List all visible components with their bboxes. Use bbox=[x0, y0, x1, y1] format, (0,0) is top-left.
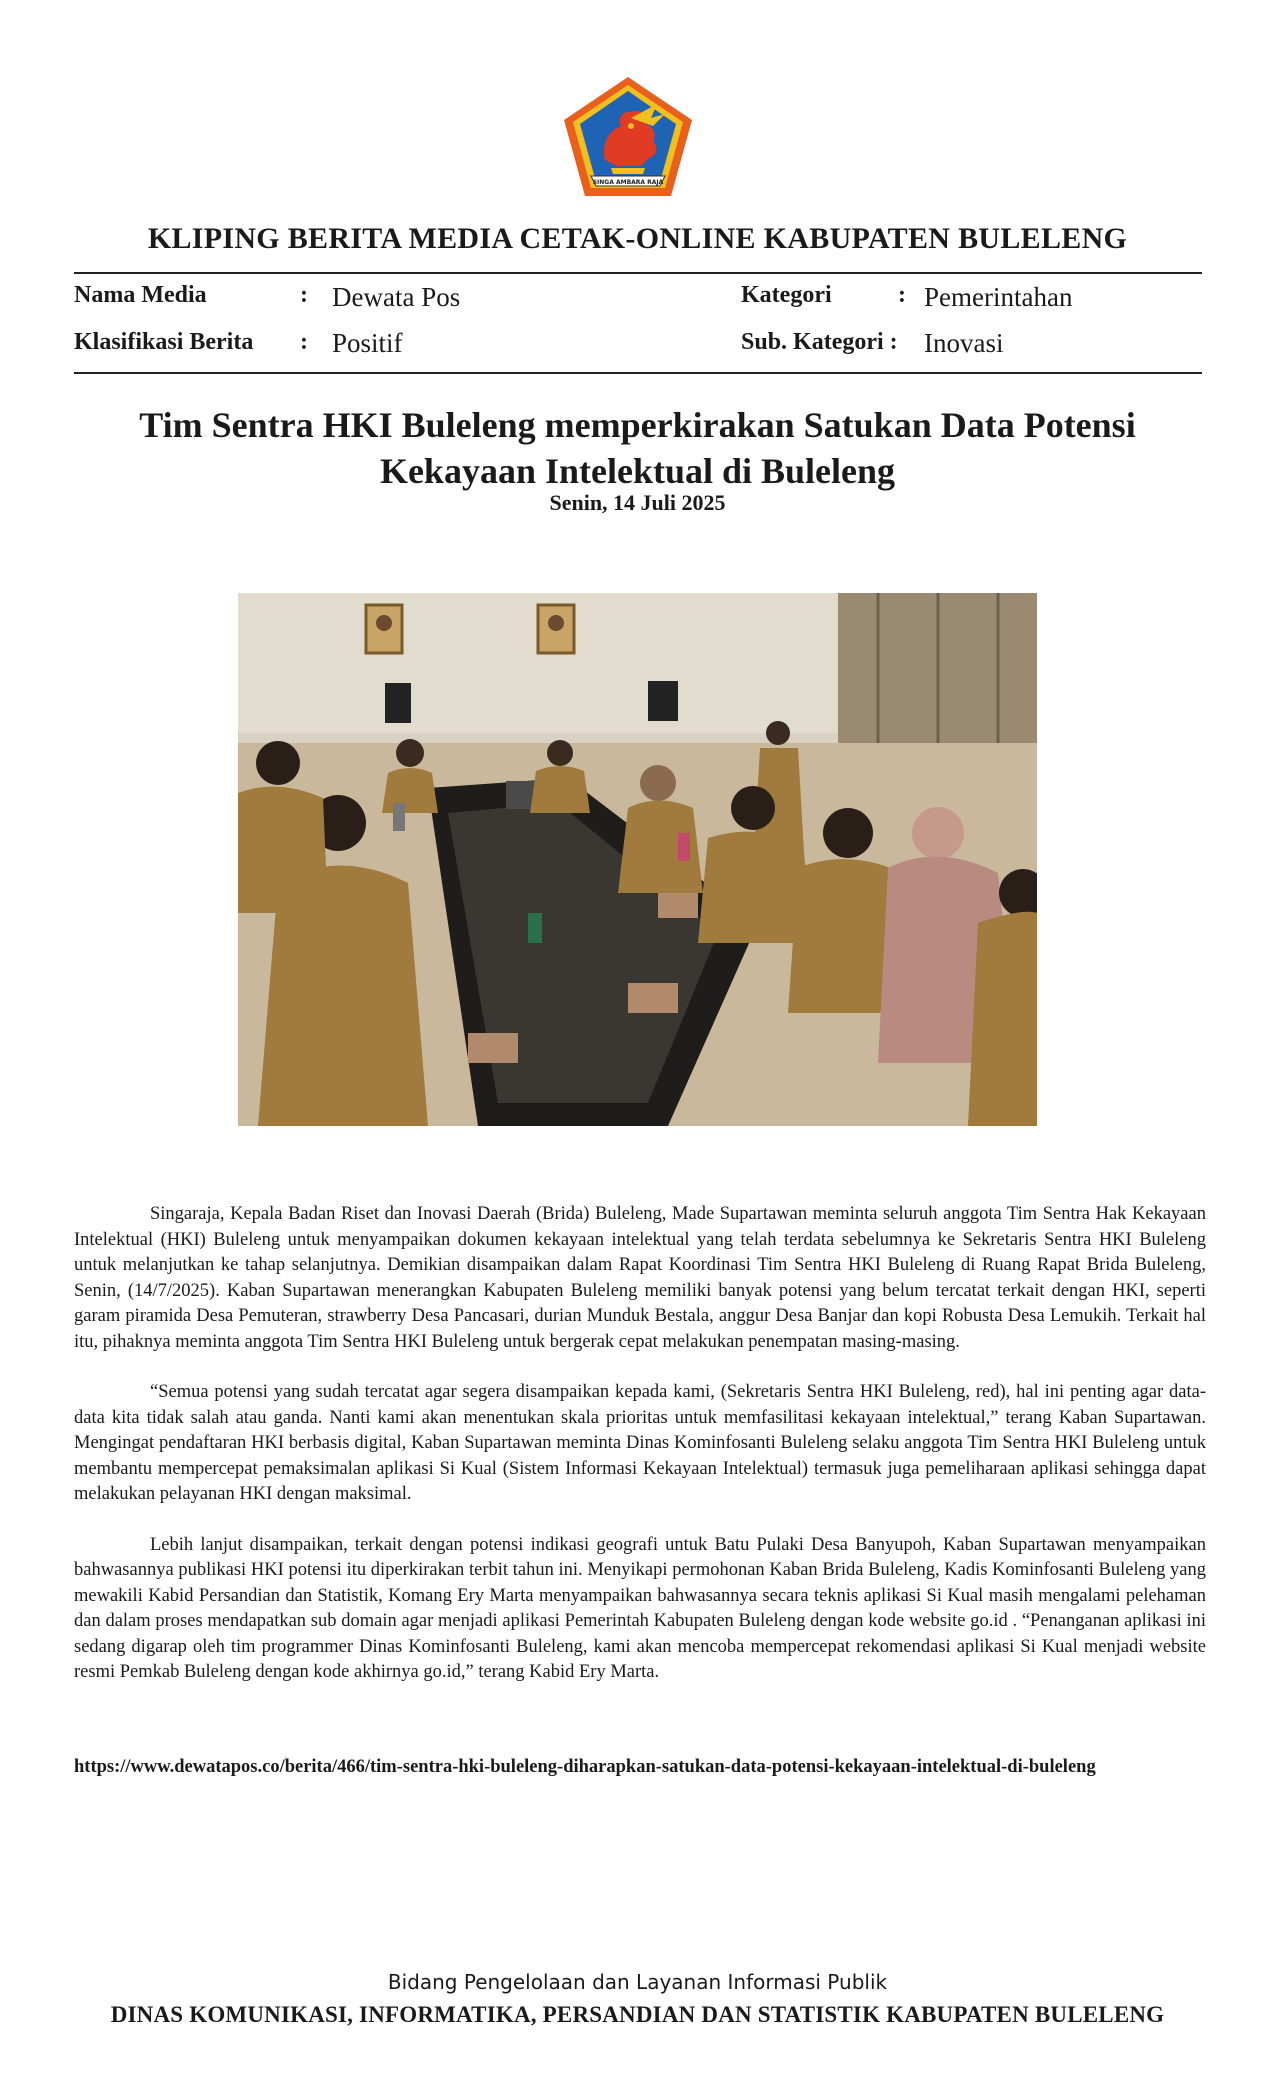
subkategori-label: Sub. Kategori : bbox=[741, 329, 898, 355]
buleleng-crest-logo bbox=[561, 74, 695, 199]
meeting-photo bbox=[238, 593, 1037, 1126]
logo-motto: SINGA AMBARA RAJA bbox=[592, 179, 664, 186]
media-value: Dewata Pos bbox=[332, 282, 461, 312]
subkategori-value: Inovasi bbox=[924, 328, 1004, 358]
header-rule-bottom bbox=[74, 372, 1202, 374]
article-paragraph-2: “Semua potensi yang sudah tercatat agar segera disampaikan kepada kami, (Sekretaris Sentra HKI Buleleng, red), hal ini penting agar data-data kita tidak salah atau ganda. Nanti kami akan menentukan skala prioritas untuk memfasilitasi kekayaan intelektual,” terang Kaban Supartawan. Mengingat pendaftaran HKI berbasis digital, Kaban Supartawan meminta Dinas Kominfosanti Buleleng selaku anggota Tim Sentra HKI Buleleng untuk membantu mempercepat pemaksimalan aplikasi Si Kual (Sistem Informasi Kekayaan Intelektual) termasuk juga pemeliharaan aplikasi sehingga dapat melakukan pelayanan HKI dengan maksimal. bbox=[74, 1382, 1206, 1504]
article-paragraph-3: Lebih lanjut disampaikan, terkait dengan potensi indikasi geografi untuk Batu Pulaki Desa Banyupoh, Kaban Supartawan menyampaikan bahwasannya publikasi HKI potensi itu diperkirakan terbit tahun ini. Menyikapi permohonan Kaban Brida Buleleng, Kadis Kominfosanti Buleleng yang mewakili Kabid Persandian dan Statistik, Komang Ery Marta menyampaikan bahwasannya secara teknis aplikasi Si Kual masih mengalami pelehaman dan dalam proses mendapatkan sub domain agar menjadi aplikasi Pemerintah Kabupaten Buleleng dengan kode website go.id . “Penanganan aplikasi ini sedang digarap oleh tim programmer Dinas Kominfosanti Buleleng, kami akan mencoba mempercepat rekomendasi aplikasi Si Kual menjadi website resmi Pemkab Buleleng dengan kode akhirnya go.id,” terang Kabid Ery Marta. bbox=[74, 1534, 1206, 1682]
footer-unit-name: Bidang Pengelolaan dan Layanan Informasi Publik bbox=[387, 1970, 888, 1994]
klasifikasi-colon: : bbox=[300, 329, 308, 355]
article-date: Senin, 14 Juli 2025 bbox=[549, 490, 726, 515]
document-header-title: KLIPING BERITA MEDIA CETAK-ONLINE KABUPATEN BULELENG bbox=[147, 222, 1128, 255]
source-url-link[interactable]: https://www.dewatapos.co/berita/466/tim-sentra-hki-buleleng-diharapkan-satukan-data-potensi-kekayaan-intelektual-di-buleleng bbox=[74, 1757, 1096, 1777]
kategori-label: Kategori bbox=[741, 282, 832, 308]
kategori-colon: : bbox=[898, 282, 906, 308]
klasifikasi-value: Positif bbox=[332, 328, 403, 358]
media-colon: : bbox=[300, 282, 308, 308]
kategori-value: Pemerintahan bbox=[924, 282, 1073, 312]
footer-agency-name: DINAS KOMUNIKASI, INFORMATIKA, PERSANDIAN DAN STATISTIK KABUPATEN BULELENG bbox=[110, 2002, 1165, 2027]
article-paragraph-1: Singaraja, Kepala Badan Riset dan Inovasi Daerah (Brida) Buleleng, Made Supartawan meminta seluruh anggota Tim Sentra Hak Kekayaan Intelektual (HKI) Buleleng untuk menyampaikan dokumen kekayaan intelektual yang telah terdata sebelumnya ke Sekretaris Sentra HKI Buleleng untuk melanjutkan ke tahap selanjutnya. Demikian disampaikan dalam Rapat Koordinasi Tim Sentra HKI Buleleng di Ruang Rapat Brida Buleleng, Senin, (14/7/2025). Kaban Supartawan menerangkan Kabupaten Buleleng memiliki banyak potensi yang belum tercatat terkait dengan HKI, seperti garam piramida Desa Pemuteran, strawberry Desa Pancasari, durian Munduk Bestala, anggur Desa Banjar dan kopi Robusta Desa Lemukih. Terkait hal itu, pihaknya meminta anggota Tim Sentra HKI Buleleng untuk bergerak cepat melakukan penempatan masing-masing. bbox=[74, 1204, 1206, 1352]
article-headline: Tim Sentra HKI Buleleng memperkirakan Satukan Data Potensi Kekayaan Intelektual di Buleleng bbox=[139, 405, 1136, 491]
header-rule-top bbox=[74, 272, 1202, 274]
klasifikasi-label: Klasifikasi Berita bbox=[74, 329, 254, 355]
media-label: Nama Media bbox=[74, 282, 207, 308]
article-body bbox=[74, 1202, 1206, 1711]
